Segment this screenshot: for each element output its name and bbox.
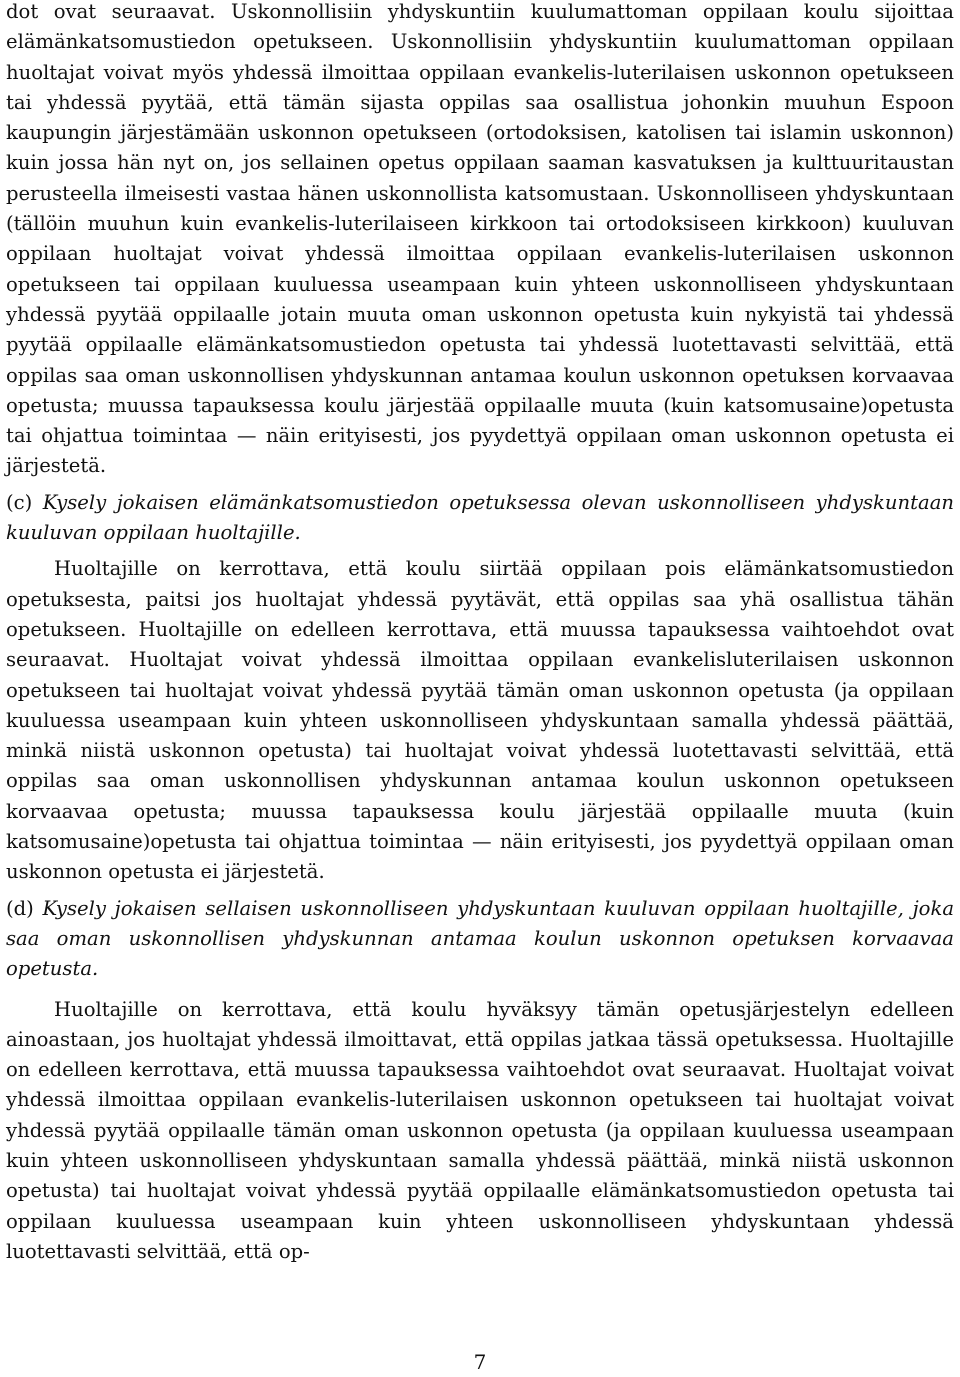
item-d-title: Kysely jokaisen sellaisen uskonnolliseen yhdyskuntaan kuuluvan oppilaan huoltajille, joka saa oman uskonnollisen yhdyskunnan antamaa koulun uskonnon opetuksen korvaavaa opetusta. — [6, 896, 955, 981]
paragraph-item-c-body: Huoltajille on kerrottava, että koulu siirtää oppilaan pois elämänkatsomustiedon opetuksesta, paitsi jos huoltajat yhdessä pyytävät, että oppilas saa yhä osallistua tähän opetukseen. Huoltajille on edelleen kerrottava, että muussa tapauksessa vaihtoehdot ovat seuraavat. Huoltajat voivat yhdessä ilmoittaa oppilaan evankelisluterilaisen uskonnon opetukseen tai huoltajat voivat yhdessä pyytää tämän oman uskonnon opetusta (ja oppilaan kuuluessa useampaan kuin yhteen uskonnolliseen yhdyskuntaan samalla yhdessä päättää, minkä niistä uskonnon opetusta) tai huoltajat voivat yhdessä luotettavasti selvittää, että oppilas saa oman uskonnollisen yhdyskunnan antamaa koulun uskonnon opetukseen korvaavaa opetusta; muussa tapauksessa koulu järjestää oppilaalle muuta (kuin katsomusaine)opetusta tai ohjattua toimintaa — näin erityisesti, jos pyydettyä oppilaan oman uskonnon opetusta ei järjestetä. — [6, 557, 954, 884]
item-c-heading — [6, 488, 954, 549]
item-c-title: Kysely jokaisen elämänkatsomustiedon opetuksessa olevan uskonnolliseen yhdyskuntaan kuuluvan oppilaan huoltajille. — [6, 490, 954, 545]
item-c-label: (c) — [6, 490, 33, 514]
item-d-heading — [6, 894, 954, 985]
item-d-label: (d) — [6, 896, 34, 920]
paragraph-intro-continued: dot ovat seuraavat. Uskonnollisiin yhdyskuntiin kuulumattoman oppilaan koulu sijoittaa elämänkatsomustiedon opetukseen. Uskonnollisiin yhdyskuntiin kuulumattoman oppilaan huoltajat voivat myös yhdessä ilmoittaa oppilaan evankelis-luterilaisen uskonnon opetukseen tai yhdessä pyytää, että tämän sijasta oppilas saa osallistua johonkin muuhun Espoon kaupungin järjestämään uskonnon opetukseen (ortodoksisen, katolisen tai islamin uskonnon) kuin jossa hän nyt on, jos sellainen opetus oppilaan saaman kasvatuksen ja kulttuuritaustan perusteella ilmeisesti vastaa hänen uskonnollista katsomustaan. Uskonnolliseen yhdyskuntaan (tällöin muuhun kuin evankelis-luterilaiseen kirkkoon tai ortodoksiseen kirkkoon) kuuluvan oppilaan huoltajat voivat yhdessä ilmoittaa oppilaan evankelis-luterilaisen uskonnon opetukseen tai oppilaan kuuluessa useampaan kuin yhteen uskonnolliseen yhdyskuntaan yhdessä pyytää oppilaalle jotain muuta oman uskonnon opetusta kuin nykyistä tai yhdessä pyytää oppilaalle elämänkatsomustiedon opetusta tai yhdessä luotettavasti selvittää, että oppilas saa oman uskonnollisen yhdyskunnan antamaa koulun uskonnon opetuksen korvaavaa opetusta; muussa tapauksessa koulu järjestää oppilaalle muuta (kuin katsomusaine)opetusta tai ohjattua toimintaa — näin erityisesti, jos pyydettyä oppilaan oman uskonnon opetusta ei järjestetä. — [6, 0, 954, 478]
document-page — [6, 0, 954, 1267]
paragraph-item-d-body: Huoltajille on kerrottava, että koulu hyväksyy tämän opetusjärjestelyn edelleen ainoastaan, jos huoltajat yhdessä ilmoittavat, että oppilas jatkaa tässä opetuksessa. Huoltajille on edelleen kerrottava, että muussa tapauksessa vaihtoehdot ovat seuraavat. Huoltajat voivat yhdessä ilmoittaa oppilaan evankelis-luterilaisen uskonnon opetukseen tai huoltajat voivat yhdessä pyytää oppilaalle tämän oman uskonnon opetusta (ja oppilaan kuuluessa useampaan kuin yhteen uskonnolliseen yhdyskuntaan samalla yhdessä päättää, minkä niistä uskonnon opetusta) tai huoltajat voivat yhdessä pyytää oppilaalle elämänkatsomustiedon opetusta tai oppilaan kuuluessa useampaan kuin yhteen uskonnolliseen yhdyskuntaan yhdessä luotettavasti selvittää, että op- — [6, 997, 954, 1263]
page-number: 7 — [473, 1350, 487, 1374]
